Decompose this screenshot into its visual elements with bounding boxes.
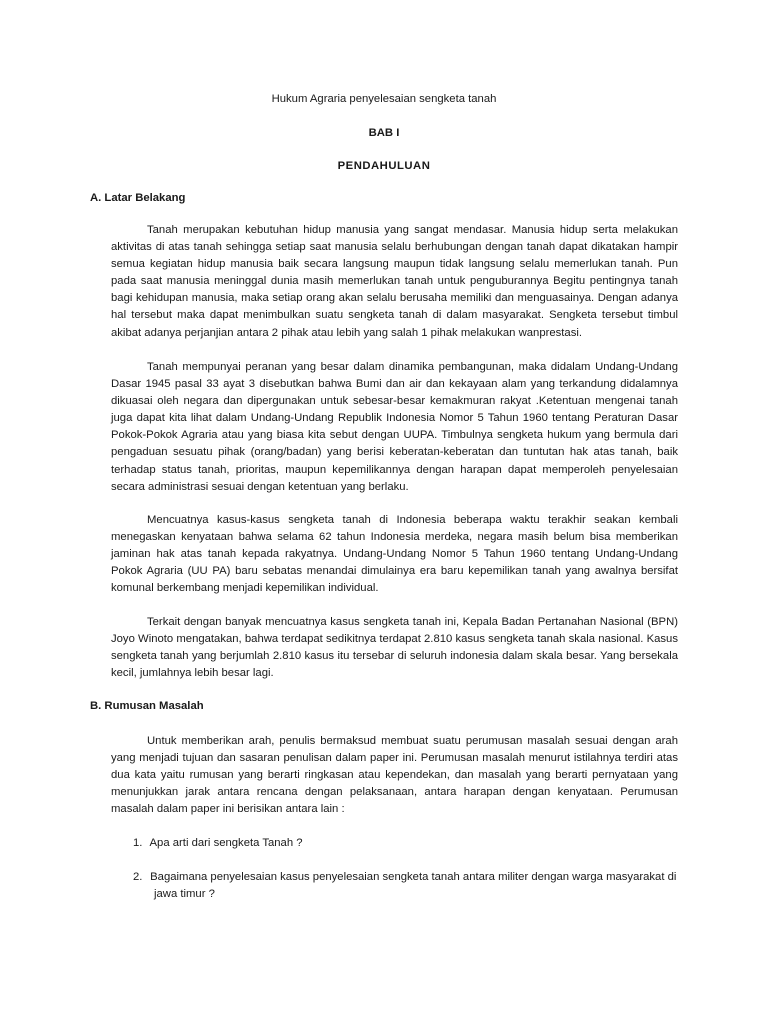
list-text: Apa arti dari sengketa Tanah ? bbox=[149, 837, 303, 849]
list-text: Bagaimana penyelesaian kasus penyelesaian sengketa tanah antara militer dengan warga masyarakat di bbox=[150, 871, 677, 883]
list-item bbox=[133, 869, 678, 903]
list-item bbox=[133, 835, 678, 852]
list-text-continuation: jawa timur ? bbox=[154, 888, 215, 901]
paragraph: Tanah merupakan kebutuhan hidup manusia yang sangat mendasar. Manusia hidup serta melakukan aktivitas di atas tanah sehingga setiap saat manusia selalu berhubungan dengan tanah dapat dikatakan hampir semua kegiatan hidup manusia baik secara langsung maupun tidak langsung selalu memerlukan tanah. Pun pada saat manusia meninggal dunia masih memerlukan tanah untuk penguburannya Begitu pentingnya tanah bagi kehidupan manusia, maka setiap orang akan selalu berusaha memiliki dan menguasainya. Dengan adanya hal tersebut maka dapat menimbulkan suatu sengketa tanah di dalam masyarakat. Sengketa tersebut timbul akibat adanya perjanjian antara 2 pihak atau lebih yang salah 1 pihak melakukan wanprestasi. bbox=[111, 224, 678, 339]
chapter-label: BAB I bbox=[368, 127, 400, 139]
chapter-title: PENDAHULUAN bbox=[337, 160, 431, 172]
paragraph: Terkait dengan banyak mencuatnya kasus sengketa tanah ini, Kepala Badan Pertanahan Nasional (BPN) Joyo Winoto mengatakan, bahwa terdapat sedikitnya terdapat 2.810 kasus sengketa tanah skala nasional. Kasus sengketa tanah yang berjumlah 2.810 kasus itu tersebar di seluruh indonesia dalam skala besar. Yang bersekala kecil, jumlahnya lebih besar lagi. bbox=[111, 616, 678, 680]
paragraph: Untuk memberikan arah, penulis bermaksud membuat suatu perumusan masalah sesuai dengan arah yang menjadi tujuan dan sasaran penulisan dalam paper ini. Perumusan masalah menurut istilahnya terdiri atas dua kata yaitu rumusan yang berarti ringkasan atau kependekan, dan masalah yang berarti pernyataan yang menunjukkan jarak antara rencana dengan pelaksanaan, antara harapan dengan kenyataan. Perumusan masalah dalam paper ini berisikan antara lain : bbox=[111, 735, 678, 816]
list-number: 1. bbox=[133, 837, 143, 849]
paragraph: Mencuatnya kasus-kasus sengketa tanah di Indonesia beberapa waktu terakhir seakan kembali menegaskan kenyataan bahwa selama 62 tahun Indonesia merdeka, negara masih belum bisa memberikan jaminan hak atas tanah kepada rakyatnya. Undang-Undang Nomor 5 Tahun 1960 tentang Undang-Undang Pokok Agraria (UU PA) baru sebatas menandai dimulainya era baru kepemilikan tanah yang awalnya bersifat komunal berkembang menjadi kepemilikan individual. bbox=[111, 514, 678, 595]
paragraph: Tanah mempunyai peranan yang besar dalam dinamika pembangunan, maka didalam Undang-Undang Dasar 1945 pasal 33 ayat 3 disebutkan bahwa Bumi dan air dan kekayaan alam yang terkandung didalamnya dikuasai oleh negara dan dipergunakan untuk sebesar-besar kemakmuran rakyat .Ketentuan mengenai tanah juga dapat kita lihat dalam Undang-Undang Republik Indonesia Nomor 5 Tahun 1960 tentang Peraturan Dasar Pokok-Pokok Agraria atau yang biasa kita sebut dengan UUPA. Timbulnya sengketa hukum yang bermula dari pengaduan sesuatu pihak (orang/badan) yang berisi keberatan-keberatan dan tuntutan hak atas tanah, baik terhadap status tanah, prioritas, maupun kepemilikannya dengan harapan dapat memperoleh penyelesaian secara administrasi sesuai dengan ketentuan yang berlaku. bbox=[111, 361, 678, 493]
section-heading-latar-belakang: A. Latar Belakang bbox=[90, 192, 186, 204]
section-heading-rumusan-masalah: B. Rumusan Masalah bbox=[90, 700, 204, 712]
document-title: Hukum Agraria penyelesaian sengketa tanah bbox=[271, 93, 497, 105]
list-number: 2. bbox=[133, 871, 143, 883]
